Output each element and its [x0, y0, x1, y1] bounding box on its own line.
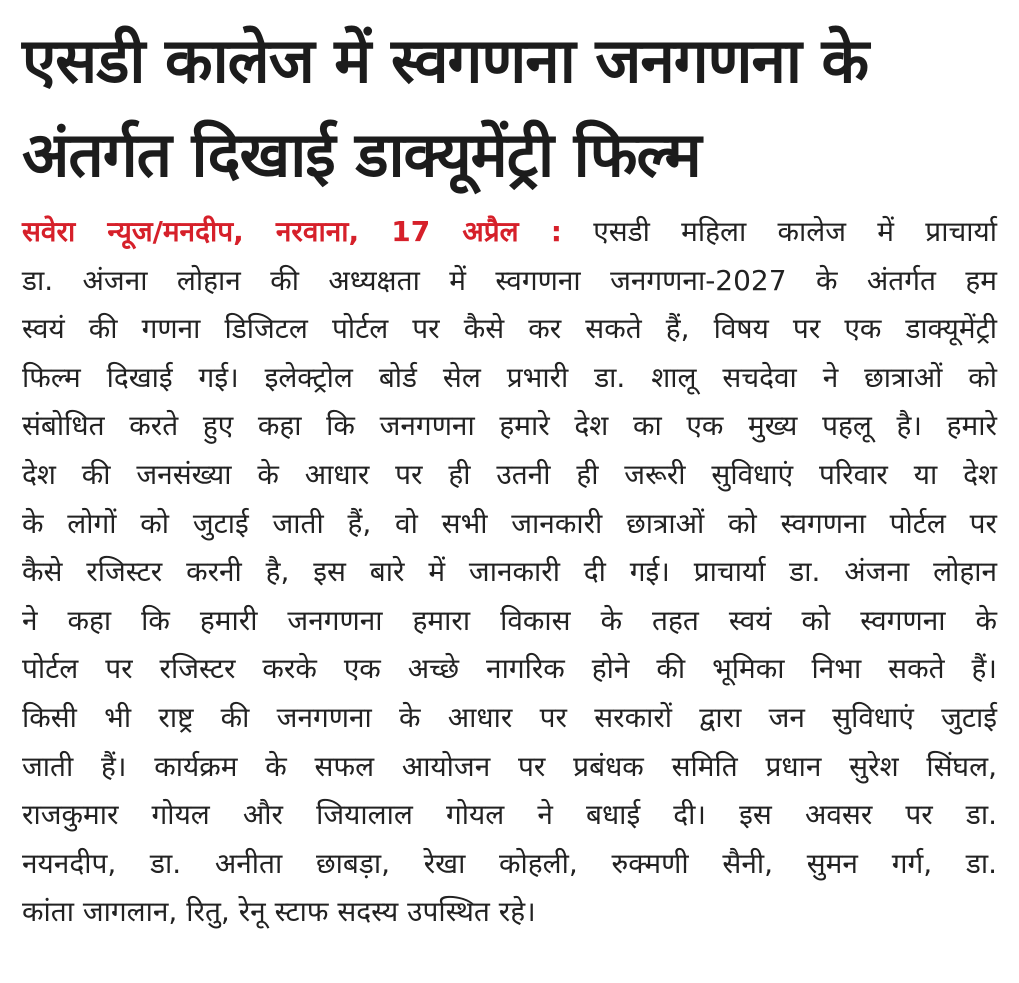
article-line-2: स्वयं की गणना डिजिटल पोर्टल पर कैसे कर सकते हैं, विषय पर एक डाक्यूमेंट्री [22, 312, 997, 346]
article-first-line [22, 208, 997, 257]
article-line-10: किसी भी राष्ट्र की जनगणना के आधार पर सरकारों द्वारा जन सुविधाएं जुटाई [22, 700, 997, 734]
article-line-6: के लोगों को जुटाई जाती हैं, वो सभी जानकारी छात्राओं को स्वगणना पोर्टल पर [22, 506, 997, 540]
article-line-12: राजकुमार गोयल और जियालाल गोयल ने बधाई दी। इस अवसर पर डा. [22, 798, 997, 832]
article-line-3: फिल्म दिखाई गई। इलेक्ट्रोल बोर्ड सेल प्रभारी डा. शालू सचदेवा ने छात्राओं को [22, 360, 997, 394]
article-line-1: डा. अंजना लोहान की अध्यक्षता में स्वगणना जनगणना-2027 के अंतर्गत हम [22, 263, 997, 297]
article-line-4: संबोधित करते हुए कहा कि जनगणना हमारे देश का एक मुख्य पहलू है। हमारे [22, 409, 997, 443]
article-line-13: नयनदीप, डा. अनीता छाबड़ा, रेखा कोहली, रुक्मणी सैनी, सुमन गर्ग, डा. [22, 846, 997, 880]
article-line-8: ने कहा कि हमारी जनगणना हमारा विकास के तहत स्वयं को स्वगणना के [22, 603, 997, 637]
article-body [22, 208, 997, 937]
news-article [22, 14, 997, 937]
article-line-14: कांता जागलान, रितु, रेनू स्टाफ सदस्य उपस्थित रहे। [22, 895, 536, 929]
article-line-7: कैसे रजिस्टर करनी है, इस बारे में जानकारी दी गई। प्राचार्या डा. अंजना लोहान [22, 555, 997, 589]
headline [22, 14, 997, 202]
headline-line-1: एसडी कालेज में स्वगणना जनगणना के [22, 24, 869, 97]
article-line-5: देश की जनसंख्या के आधार पर ही उतनी ही जरूरी सुविधाएं परिवार या देश [22, 457, 997, 491]
article-line-0: एसडी महिला कालेज में प्राचार्या [561, 215, 997, 248]
headline-line-2: अंतर्गत दिखाई डाक्यूमेंट्री फिल्म [22, 118, 701, 191]
article-line-11: जाती हैं। कार्यक्रम के सफल आयोजन पर प्रबंधक समिति प्रधान सुरेश सिंघल, [22, 749, 997, 783]
article-line-9: पोर्टल पर रजिस्टर करके एक अच्छे नागरिक होने की भूमिका निभा सकते हैं। [22, 652, 997, 686]
dateline: सवेरा न्यूज/मनदीप, नरवाना, 17 अप्रैल : [22, 215, 562, 248]
